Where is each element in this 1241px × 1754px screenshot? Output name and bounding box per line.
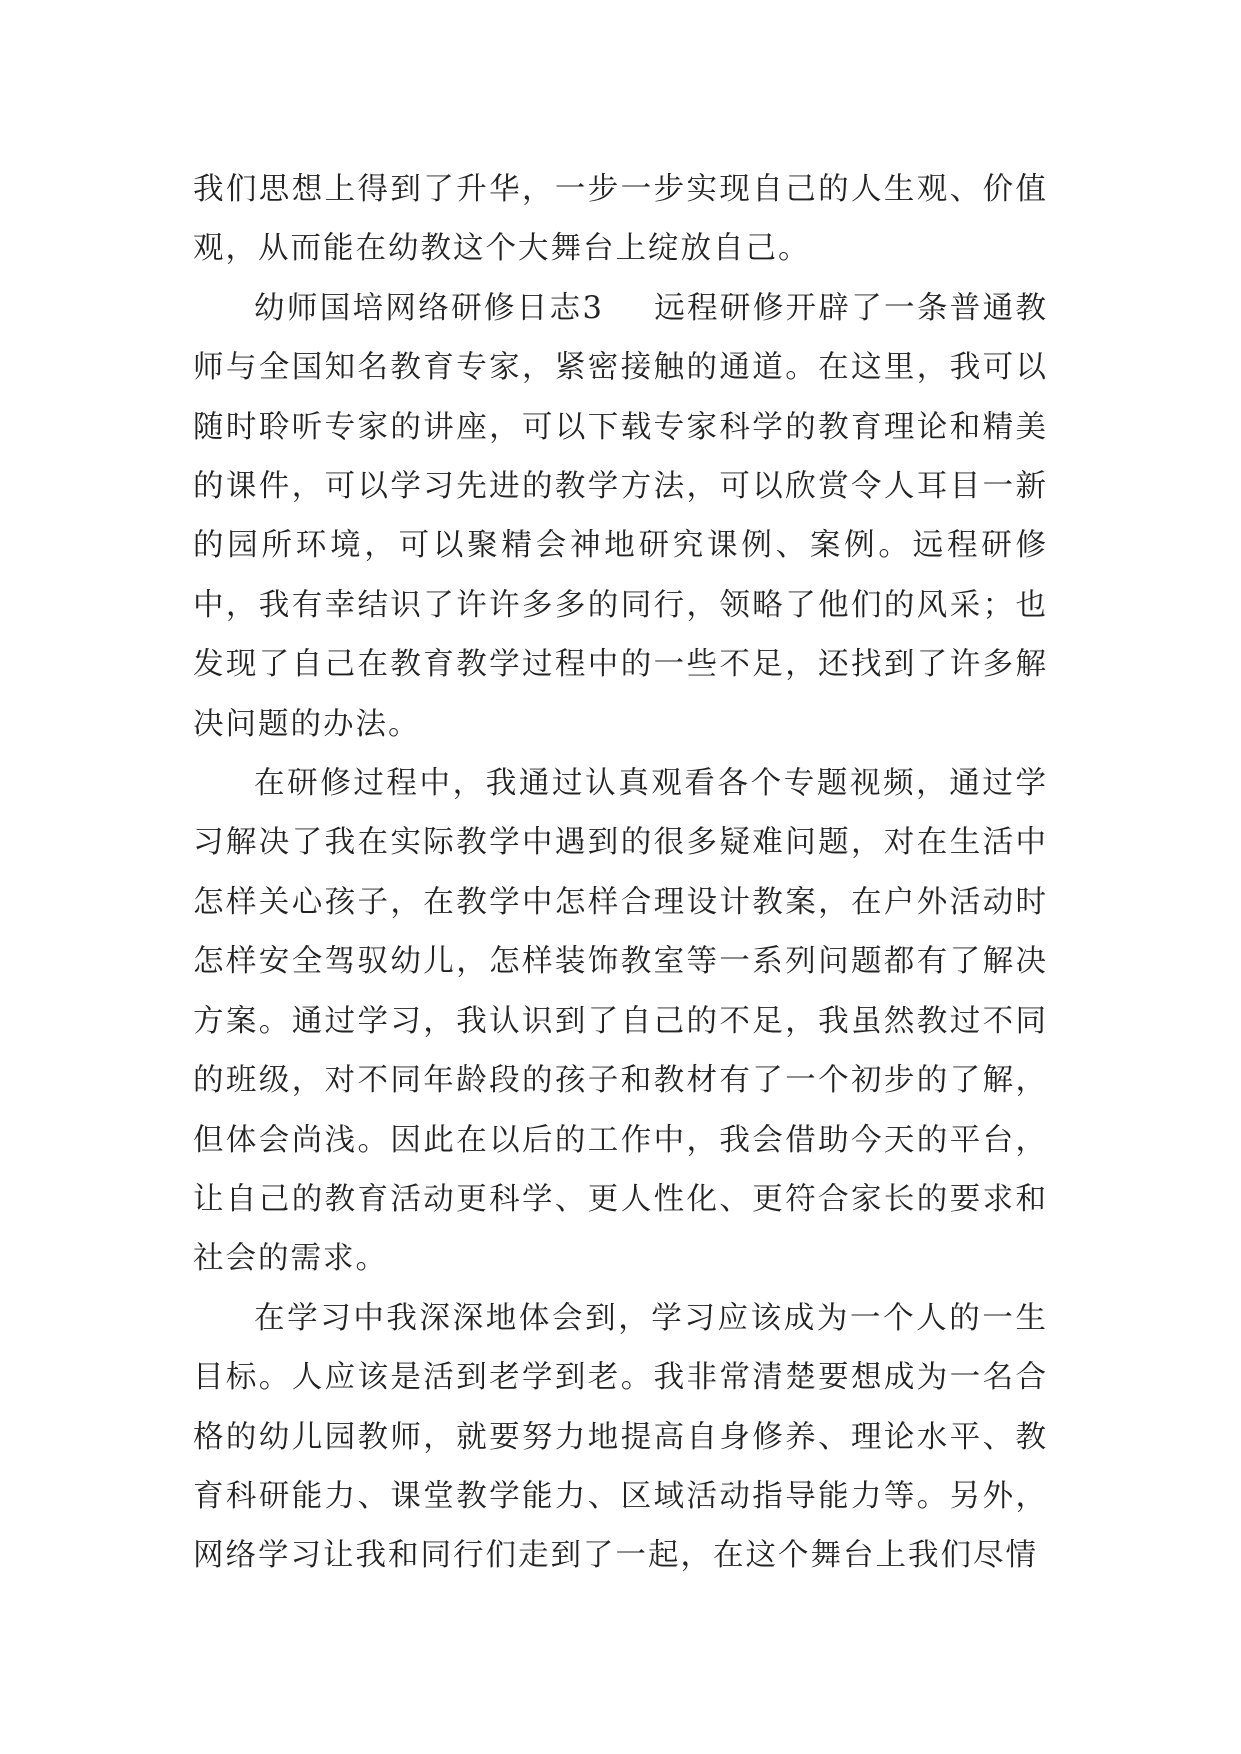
paragraph-1-text: 我们思想上得到了升华，一步一步实现自己的人生观、价值观，从而能在幼教这个大舞台上绽放自己。 <box>193 172 1048 267</box>
section-heading: 幼师国培网络研修日志3 <box>254 290 604 326</box>
paragraph-4 <box>193 1289 1048 1586</box>
paragraph-1 <box>193 160 1048 279</box>
paragraph-4-text: 在学习中我深深地体会到，学习应该成为一个人的一生目标。人应该是活到老学到老。我非常清楚要想成为一名合格的幼儿园教师，就要努力地提高自身修养、理论水平、教育科研能力、课堂教学能力、区域活动指导能力等。另外，网络学习让我和同行们走到了一起，在这个舞台上我们尽情 <box>193 1300 1048 1574</box>
paragraph-3 <box>193 754 1048 1289</box>
paragraph-2-text: 远程研修开辟了一条普通教师与全国知名教育专家，紧密接触的通道。在这里，我可以随时聆听专家的讲座，可以下载专家科学的教育理论和精美的课件，可以学习先进的教学方法，可以欣赏令人耳目一新的园所环境，可以聚精会神地研究课例、案例。远程研修中，我有幸结识了许许多多的同行，领略了他们的风采；也发现了自己在教育教学过程中的一些不足，还找到了许多解决问题的办法。 <box>193 290 1049 742</box>
paragraph-3-text: 在研修过程中，我通过认真观看各个专题视频，通过学习解决了我在实际教学中遇到的很多疑难问题，对在生活中怎样关心孩子，在教学中怎样合理设计教案，在户外活动时怎样安全驾驭幼儿，怎样装饰教室等一系列问题都有了解决方案。通过学习，我认识到了自己的不足，我虽然教过不同的班级，对不同年龄段的孩子和教材有了一个初步的了解，但体会尚浅。因此在以后的工作中，我会借助今天的平台，让自己的教育活动更科学、更人性化、更符合家长的要求和社会的需求。 <box>193 766 1048 1277</box>
paragraph-2 <box>193 279 1048 754</box>
document-body <box>193 160 1048 1586</box>
